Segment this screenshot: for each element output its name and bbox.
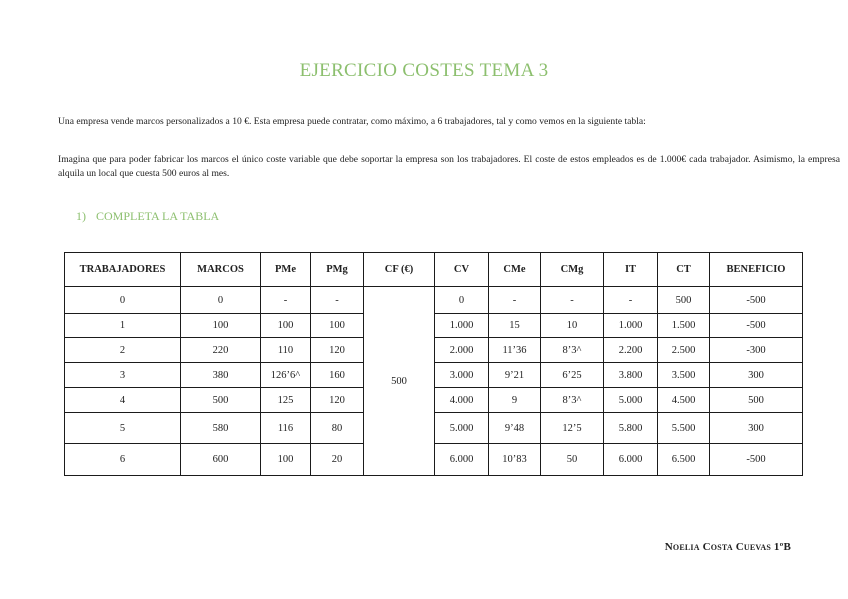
cell-cme: 15: [489, 314, 541, 338]
section-title: COMPLETA LA TABLA: [96, 209, 220, 223]
cell-cme: 10’83: [489, 444, 541, 476]
costs-table: [64, 252, 803, 476]
cell-pmg: 100: [311, 314, 364, 338]
cell-cmg: 8’3^: [541, 338, 604, 363]
cell-marcos: 600: [181, 444, 261, 476]
cell-trabajadores: 0: [65, 287, 181, 314]
cell-ct: 2.500: [658, 338, 710, 363]
cell-marcos: 0: [181, 287, 261, 314]
header-cme: CMe: [489, 253, 541, 287]
table-header-row: [65, 253, 803, 287]
section-number: 1): [76, 209, 86, 223]
page-title: EJERCICIO COSTES TEMA 3: [299, 60, 549, 81]
cell-marcos: 580: [181, 413, 261, 444]
header-ct: CT: [658, 253, 710, 287]
cell-pmg: 120: [311, 338, 364, 363]
cell-beneficio: 300: [710, 413, 803, 444]
cell-pme: 110: [261, 338, 311, 363]
cell-pme: 116: [261, 413, 311, 444]
cell-pme: -: [261, 287, 311, 314]
cell-beneficio: -300: [710, 338, 803, 363]
header-trabajadores: TRABAJADORES: [65, 253, 181, 287]
cell-cmg: 6’25: [541, 363, 604, 388]
cell-cme: 9’21: [489, 363, 541, 388]
cell-it: 3.800: [604, 363, 658, 388]
cell-cme: 9’48: [489, 413, 541, 444]
cell-cv: 4.000: [435, 388, 489, 413]
cell-cmg: 12’5: [541, 413, 604, 444]
cell-marcos: 380: [181, 363, 261, 388]
cell-cme: -: [489, 287, 541, 314]
cell-cv: 6.000: [435, 444, 489, 476]
author-signature: Noelia Costa Cuevas 1ºB: [664, 541, 791, 553]
cell-pme: 100: [261, 444, 311, 476]
cell-marcos: 220: [181, 338, 261, 363]
header-pme: PMe: [261, 253, 311, 287]
cell-cf: 500: [364, 287, 435, 476]
cell-cv: 0: [435, 287, 489, 314]
table-row: [65, 287, 803, 314]
cell-cme: 9: [489, 388, 541, 413]
cell-ct: 6.500: [658, 444, 710, 476]
header-cmg: CMg: [541, 253, 604, 287]
cell-pmg: 80: [311, 413, 364, 444]
cell-ct: 500: [658, 287, 710, 314]
cell-beneficio: 300: [710, 363, 803, 388]
cell-pmg: 20: [311, 444, 364, 476]
cell-cmg: 8’3^: [541, 388, 604, 413]
cell-cmg: 10: [541, 314, 604, 338]
cell-marcos: 500: [181, 388, 261, 413]
cell-pmg: -: [311, 287, 364, 314]
cell-ct: 4.500: [658, 388, 710, 413]
cell-it: 6.000: [604, 444, 658, 476]
cell-trabajadores: 2: [65, 338, 181, 363]
cell-pme: 125: [261, 388, 311, 413]
cell-beneficio: 500: [710, 388, 803, 413]
cell-beneficio: -500: [710, 444, 803, 476]
cell-cv: 1.000: [435, 314, 489, 338]
cell-cv: 2.000: [435, 338, 489, 363]
cell-it: 1.000: [604, 314, 658, 338]
cell-cme: 11’36: [489, 338, 541, 363]
cell-pmg: 160: [311, 363, 364, 388]
cell-cmg: 50: [541, 444, 604, 476]
cell-cv: 3.000: [435, 363, 489, 388]
cell-it: -: [604, 287, 658, 314]
cell-cv: 5.000: [435, 413, 489, 444]
cell-pme: 100: [261, 314, 311, 338]
header-it: IT: [604, 253, 658, 287]
header-marcos: MARCOS: [181, 253, 261, 287]
header-beneficio: BENEFICIO: [710, 253, 803, 287]
cell-pmg: 120: [311, 388, 364, 413]
cell-beneficio: -500: [710, 314, 803, 338]
header-cf: CF (€): [364, 253, 435, 287]
cell-cmg: -: [541, 287, 604, 314]
cell-it: 5.800: [604, 413, 658, 444]
header-pmg: PMg: [311, 253, 364, 287]
cell-ct: 5.500: [658, 413, 710, 444]
cell-marcos: 100: [181, 314, 261, 338]
cell-it: 5.000: [604, 388, 658, 413]
cell-trabajadores: 4: [65, 388, 181, 413]
cell-pme: 126’6^: [261, 363, 311, 388]
cell-trabajadores: 3: [65, 363, 181, 388]
cell-trabajadores: 1: [65, 314, 181, 338]
cell-ct: 3.500: [658, 363, 710, 388]
cell-ct: 1.500: [658, 314, 710, 338]
context-paragraph: Imagina que para poder fabricar los marcos el único coste variable que debe soportar la empresa son los trabajadores. El coste de estos empleados es de 1.000€ cada trabajador. Asimismo, la empresa alquila un local que cuesta 500 euros al mes.: [58, 154, 840, 179]
intro-paragraph: Una empresa vende marcos personalizados a 10 €. Esta empresa puede contratar, como máximo, a 6 trabajadores, tal y como vemos en la siguiente tabla:: [58, 116, 646, 127]
cell-beneficio: -500: [710, 287, 803, 314]
cell-trabajadores: 5: [65, 413, 181, 444]
section-heading: [76, 209, 219, 224]
cell-trabajadores: 6: [65, 444, 181, 476]
header-cv: CV: [435, 253, 489, 287]
cell-it: 2.200: [604, 338, 658, 363]
